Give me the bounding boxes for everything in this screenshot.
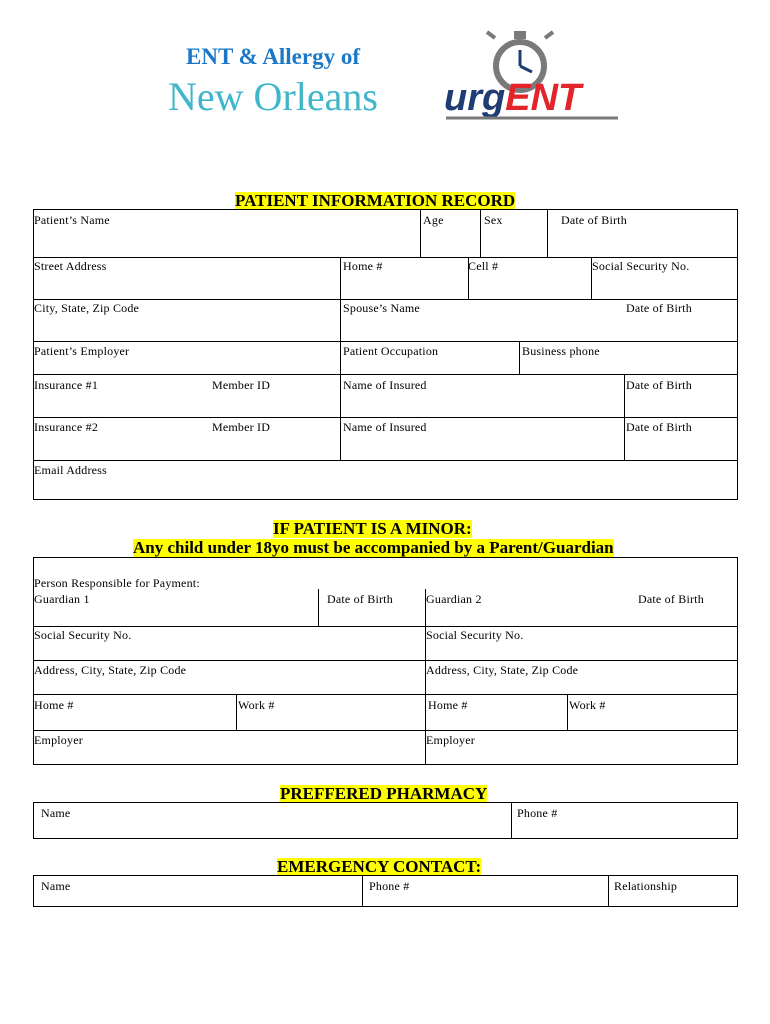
member-id2-label: Member ID — [212, 420, 271, 434]
guardian2-label: Guardian 2 — [426, 592, 482, 606]
ent-logo-line1: ENT & Allergy of — [186, 44, 360, 69]
occupation-label: Patient Occupation — [343, 344, 439, 358]
ent-logo-line2: New Orleans — [168, 74, 378, 119]
guardian1-employer-label: Employer — [34, 733, 83, 747]
guardian-table — [33, 557, 738, 765]
pharmacy-name-label: Name — [41, 806, 71, 820]
guardian2-ssn-label: Social Security No. — [426, 628, 524, 642]
emergency-name-label: Name — [41, 879, 71, 893]
pharmacy-table — [33, 802, 738, 839]
insurance1-label: Insurance #1 — [34, 378, 99, 392]
guardian2-dob-label: Date of Birth — [638, 592, 704, 606]
ssn-label: Social Security No. — [592, 259, 690, 273]
guardian1-address-label: Address, City, State, Zip Code — [34, 663, 187, 677]
urgent-logo-text: urgENT — [444, 77, 582, 119]
email-label: Email Address — [34, 463, 107, 477]
pharmacy-title: PREFFERED PHARMACY — [280, 784, 488, 803]
name-insured2-label: Name of Insured — [343, 420, 427, 434]
spouse-dob-label: Date of Birth — [626, 301, 692, 315]
insurance2-label: Insurance #2 — [34, 420, 99, 434]
patient-info-title: PATIENT INFORMATION RECORD — [235, 191, 516, 210]
street-address-label: Street Address — [34, 259, 107, 273]
emergency-title: EMERGENCY CONTACT: — [277, 857, 482, 876]
guardian2-home-label: Home # — [428, 698, 468, 712]
responsible-payment-label: Person Responsible for Payment: — [34, 576, 200, 590]
emergency-relationship-label: Relationship — [614, 879, 678, 893]
emergency-table — [33, 875, 738, 907]
patient-info-table — [33, 209, 738, 500]
patient-name-label: Patient’s Name — [34, 213, 110, 227]
dob-insured1-label: Date of Birth — [626, 378, 692, 392]
member-id1-label: Member ID — [212, 378, 271, 392]
spouse-name-label: Spouse’s Name — [343, 301, 420, 315]
employer-label: Patient’s Employer — [34, 344, 130, 358]
name-insured1-label: Name of Insured — [343, 378, 427, 392]
city-state-zip-label: City, State, Zip Code — [34, 301, 140, 315]
home-phone-label: Home # — [343, 259, 383, 273]
urgent-logo — [440, 28, 625, 123]
guardian2-work-label: Work # — [569, 698, 606, 712]
dob-label: Date of Birth — [561, 213, 627, 227]
guardian1-label: Guardian 1 — [34, 592, 90, 606]
minor-title: IF PATIENT IS A MINOR: — [273, 519, 472, 538]
guardian1-work-label: Work # — [238, 698, 275, 712]
emergency-phone-label: Phone # — [369, 879, 410, 893]
guardian1-home-label: Home # — [34, 698, 74, 712]
guardian2-employer-label: Employer — [426, 733, 475, 747]
age-label: Age — [423, 213, 444, 227]
dob-insured2-label: Date of Birth — [626, 420, 692, 434]
guardian1-ssn-label: Social Security No. — [34, 628, 132, 642]
ent-allergy-logo — [145, 40, 400, 125]
guardian1-dob-label: Date of Birth — [327, 592, 393, 606]
cell-phone-label: Cell # — [468, 259, 499, 273]
business-phone-label: Business phone — [522, 344, 600, 358]
guardian2-address-label: Address, City, State, Zip Code — [426, 663, 579, 677]
pharmacy-phone-label: Phone # — [517, 806, 558, 820]
sex-label: Sex — [484, 213, 503, 227]
minor-subtitle: Any child under 18yo must be accompanied by a Parent/Guardian — [133, 538, 614, 557]
